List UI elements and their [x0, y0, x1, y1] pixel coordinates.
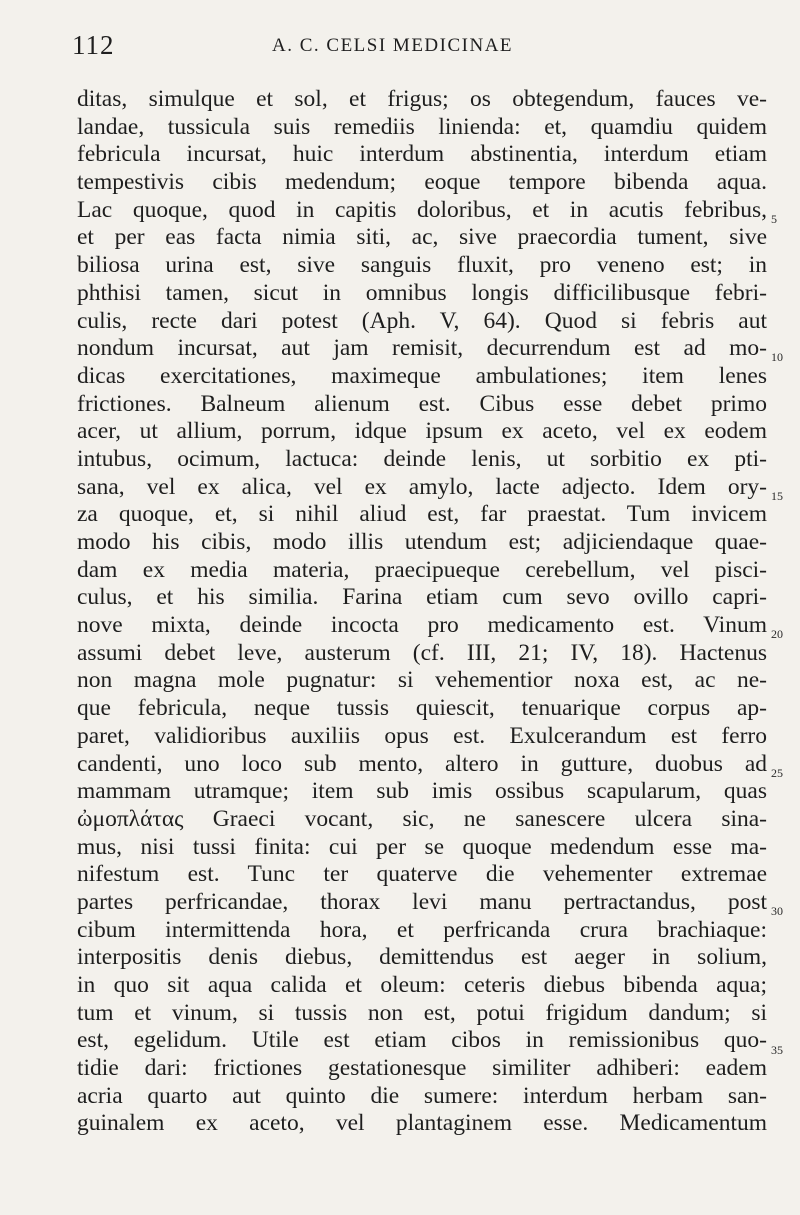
text-line: candenti, uno loco sub mento, altero in gutture, duobus ad	[77, 750, 767, 777]
text-line: partes perfricandae, thorax levi manu pertractandus, post	[77, 888, 767, 915]
text-line: acria quarto aut quinto die sumere: interdum herbam san-	[77, 1082, 767, 1109]
text-line: nifestum est. Tunc ter quaterve die vehementer extremae	[77, 861, 767, 888]
text-line: landae, tussicula suis remediis linienda: et, quamdiu quidem	[77, 113, 767, 140]
text-line: tum et vinum, si tussis non est, potui frigidum dandum; si	[77, 999, 767, 1026]
text-line: biliosa urina est, sive sanguis fluxit, pro veneno est; in	[77, 252, 767, 279]
text-line: mammam utramque; item sub imis ossibus scapularum, quas	[77, 778, 767, 805]
margin-line-number: 30	[771, 904, 783, 918]
text-line: frictiones. Balneum alienum est. Cibus esse debet primo	[77, 390, 767, 417]
text-line: Lac quoque, quod in capitis doloribus, et in acutis febribus,	[77, 196, 767, 223]
text-line: ditas, simulque et sol, et frigus; os obtegendum, fauces ve-	[77, 86, 767, 112]
margin-line-numbers	[771, 86, 795, 1186]
text-line: ὠμοπλάτας Graeci vocant, sic, ne sanescere ulcera sina-	[77, 805, 767, 832]
text-line: nove mixta, deinde incocta pro medicamento est. Vinum	[77, 612, 767, 639]
margin-line-number: 10	[771, 350, 783, 364]
text-line: in quo sit aqua calida et oleum: ceteris diebus bibenda aqua;	[77, 972, 767, 998]
text-line: phthisi tamen, sicut in omnibus longis difficilibusque febri-	[77, 279, 767, 306]
text-line: et per eas facta nimia siti, ac, sive praecordia tument, sive	[77, 224, 767, 251]
text-line: tempestivis cibis medendum; eoque tempore bibenda aqua.	[77, 169, 767, 196]
margin-line-number: 20	[771, 627, 783, 641]
text-line: intubus, ocimum, lactuca: deinde lenis, ut sorbitio ex pti-	[77, 445, 767, 472]
text-line: non magna mole pugnatur: si vehementior noxa est, ac ne-	[77, 667, 767, 694]
margin-line-number: 5	[771, 212, 777, 226]
text-line: dicas exercitationes, maximeque ambulationes; item lenes	[77, 362, 767, 389]
text-line: culis, recte dari potest (Aph. V, 64). Quod si febris aut	[77, 307, 767, 334]
text-line: assumi debet leve, austerum (cf. III, 21; IV, 18). Hactenus	[77, 639, 767, 666]
text-line: que febricula, neque tussis quiescit, tenuarique corpus ap-	[77, 695, 767, 722]
margin-line-number: 35	[771, 1043, 783, 1057]
body-text	[77, 86, 767, 1138]
running-title: A. C. CELSI MEDICINAE	[272, 35, 514, 56]
text-line: est, egelidum. Utile est etiam cibos in remissionibus quo-	[77, 1027, 767, 1054]
text-line: tidie dari: frictiones gestationesque similiter adhiberi: eadem	[77, 1055, 767, 1082]
text-line: za quoque, et, si nihil aliud est, far praestat. Tum invicem	[77, 501, 767, 528]
text-line: nondum incursat, aut jam remisit, decurrendum est ad mo-	[77, 335, 767, 362]
text-line: interpositis denis diebus, demittendus est aeger in solium,	[77, 944, 767, 971]
text-line: febricula incursat, huic interdum abstinentia, interdum etiam	[77, 141, 767, 168]
text-line: sana, vel ex alica, vel ex amylo, lacte adjecto. Idem ory-	[77, 473, 767, 500]
text-line: guinalem ex aceto, vel plantaginem esse. Medicamentum	[77, 1110, 767, 1137]
text-line: culus, et his similia. Farina etiam cum sevo ovillo capri-	[77, 584, 767, 611]
margin-line-number: 15	[771, 489, 783, 503]
margin-line-number: 25	[771, 766, 783, 780]
text-line: paret, validioribus auxiliis opus est. Exulcerandum est ferro	[77, 722, 767, 749]
text-line: acer, ut allium, porrum, idque ipsum ex aceto, vel ex eodem	[77, 418, 767, 445]
text-line: dam ex media materia, praecipueque cerebellum, vel pisci-	[77, 556, 767, 583]
text-line: mus, nisi tussi finita: cui per se quoque medendum esse ma-	[77, 833, 767, 860]
text-line: modo his cibis, modo illis utendum est; adjiciendaque quae-	[77, 529, 767, 555]
text-line: cibum intermittenda hora, et perfricanda crura brachiaque:	[77, 916, 767, 943]
page-number: 112	[72, 30, 115, 60]
page-header	[0, 30, 800, 62]
